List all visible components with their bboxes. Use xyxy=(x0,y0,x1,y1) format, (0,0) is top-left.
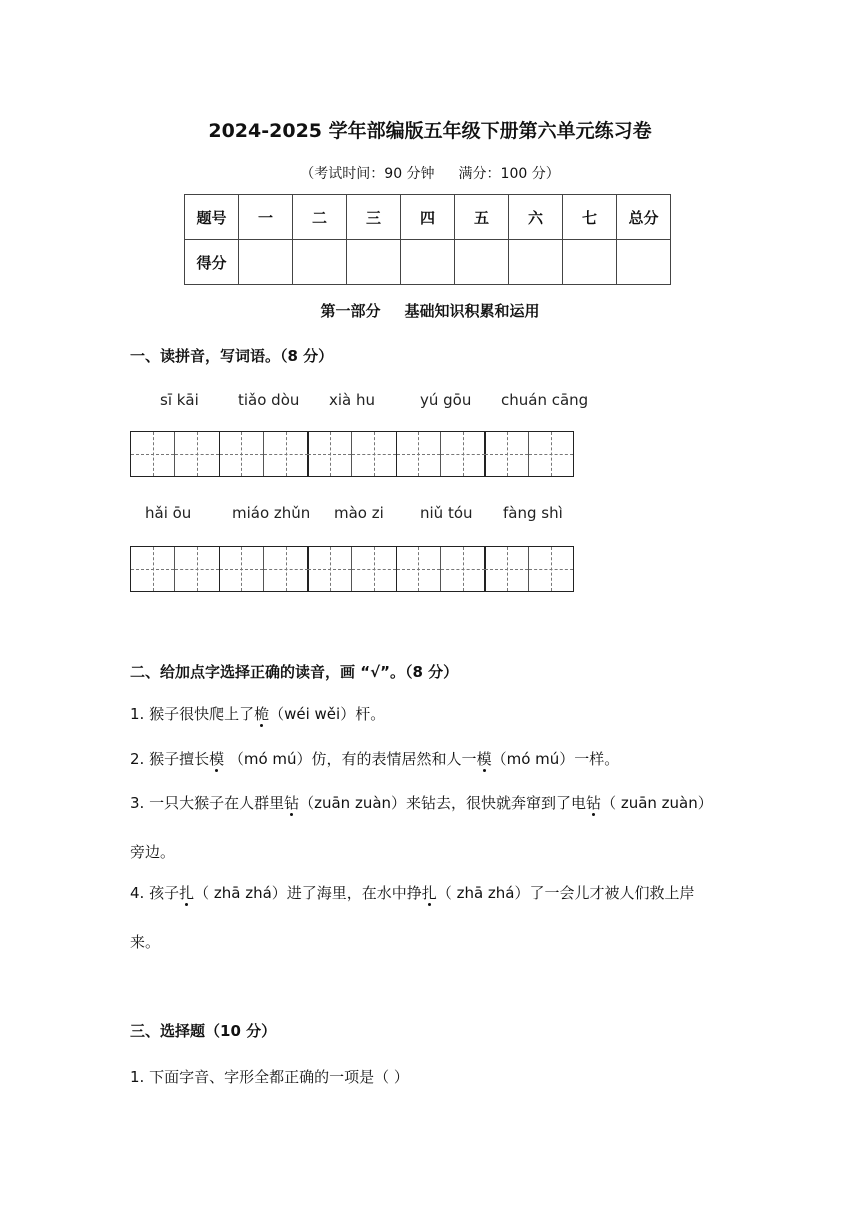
question-text: （mó mú）一样。 xyxy=(491,750,620,768)
writing-box-pair[interactable] xyxy=(396,546,486,592)
score-row-label: 得分 xyxy=(185,240,239,285)
page-title: 2024-2025 学年部编版五年级下册第六单元练习卷 xyxy=(208,120,652,142)
question-text: 2. 猴子擅长 xyxy=(130,750,210,768)
writing-box-pair[interactable] xyxy=(219,546,309,592)
writing-box-pair[interactable] xyxy=(307,546,397,592)
question-2-4 xyxy=(130,882,695,903)
pinyin-label: sī kāi xyxy=(160,391,199,409)
score-cell[interactable] xyxy=(293,240,347,285)
question-text: 4. 孩子 xyxy=(130,884,180,902)
writing-box-pair[interactable] xyxy=(219,431,309,477)
question-text: （wéi wěi）杆。 xyxy=(269,705,386,723)
score-table-header-row xyxy=(185,195,671,240)
exam-info xyxy=(0,163,860,183)
dotted-character: 扎 xyxy=(421,884,437,902)
score-cell[interactable] xyxy=(455,240,509,285)
question-2-4-cont: 来。 xyxy=(130,933,161,951)
pinyin-label: niǔ tóu xyxy=(420,504,473,522)
score-cell[interactable] xyxy=(509,240,563,285)
score-header-cell: 七 xyxy=(563,195,617,240)
question-2-1 xyxy=(130,703,385,724)
dotted-character: 钻 xyxy=(586,794,602,812)
pinyin-label: miáo zhǔn xyxy=(232,504,311,522)
score-header-cell: 二 xyxy=(293,195,347,240)
writing-grid-row-1 xyxy=(130,431,573,477)
score-cell[interactable] xyxy=(347,240,401,285)
score-cell[interactable] xyxy=(239,240,293,285)
score-header-cell: 三 xyxy=(347,195,401,240)
pinyin-label: hǎi ōu xyxy=(145,504,192,522)
pinyin-label: mào zi xyxy=(334,504,384,522)
dotted-character: 扎 xyxy=(179,884,195,902)
dotted-character: 模 xyxy=(476,750,492,768)
dotted-character: 桅 xyxy=(254,705,270,723)
pinyin-label: yú gōu xyxy=(420,391,472,409)
exam-time: （考试时间：90 分钟 xyxy=(300,166,435,182)
score-header-cell: 四 xyxy=(401,195,455,240)
score-header-cell: 六 xyxy=(509,195,563,240)
score-header-cell: 总分 xyxy=(617,195,671,240)
part-name: 基础知识积累和运用 xyxy=(404,302,540,320)
part-heading xyxy=(0,300,860,321)
score-header-cell: 五 xyxy=(455,195,509,240)
question-text: （ zhā zhá）了一会儿才被人们救上岸 xyxy=(436,884,695,902)
score-table-score-row xyxy=(185,240,671,285)
question-text: （ zhā zhá）进了海里，在水中挣 xyxy=(194,884,422,902)
section-1-heading: 一、读拼音，写词语。（8 分） xyxy=(130,347,334,365)
score-header-cell: 一 xyxy=(239,195,293,240)
pinyin-label: chuán cāng xyxy=(501,391,589,409)
question-2-2 xyxy=(130,748,619,769)
question-2-3-cont: 旁边。 xyxy=(130,843,176,861)
writing-box-pair[interactable] xyxy=(307,431,397,477)
pinyin-label: fàng shì xyxy=(503,504,563,522)
score-header-cell: 题号 xyxy=(185,195,239,240)
writing-box-pair[interactable] xyxy=(130,546,220,592)
score-cell[interactable] xyxy=(617,240,671,285)
dotted-character: 钻 xyxy=(284,794,300,812)
question-text: 1. 猴子很快爬上了 xyxy=(130,705,255,723)
pinyin-label: tiǎo dòu xyxy=(238,391,300,409)
question-text: （ zuān zuàn） xyxy=(601,794,713,812)
section-2-heading: 二、给加点字选择正确的读音，画 “√”。（8 分） xyxy=(130,663,459,681)
pinyin-label: xià hu xyxy=(329,391,376,409)
question-text: （zuān zuàn）来钻去，很快就奔窜到了电 xyxy=(299,794,587,812)
writing-box-pair[interactable] xyxy=(484,546,574,592)
score-cell[interactable] xyxy=(401,240,455,285)
question-3-1: 1. 下面字音、字形全都正确的一项是（ ） xyxy=(130,1068,409,1086)
question-text: 3. 一只大猴子在人群里 xyxy=(130,794,285,812)
writing-box-pair[interactable] xyxy=(484,431,574,477)
question-text: （mó mú）仿，有的表情居然和人一 xyxy=(224,750,477,768)
exam-total-score: 满分：100 分） xyxy=(458,166,560,182)
dotted-character: 模 xyxy=(209,750,225,768)
writing-box-pair[interactable] xyxy=(396,431,486,477)
section-3-heading: 三、选择题（10 分） xyxy=(130,1022,277,1040)
score-table xyxy=(184,194,671,285)
part-label: 第一部分 xyxy=(320,302,381,320)
question-2-3 xyxy=(130,792,713,813)
score-cell[interactable] xyxy=(563,240,617,285)
writing-box-pair[interactable] xyxy=(130,431,220,477)
writing-grid-row-2 xyxy=(130,546,573,592)
